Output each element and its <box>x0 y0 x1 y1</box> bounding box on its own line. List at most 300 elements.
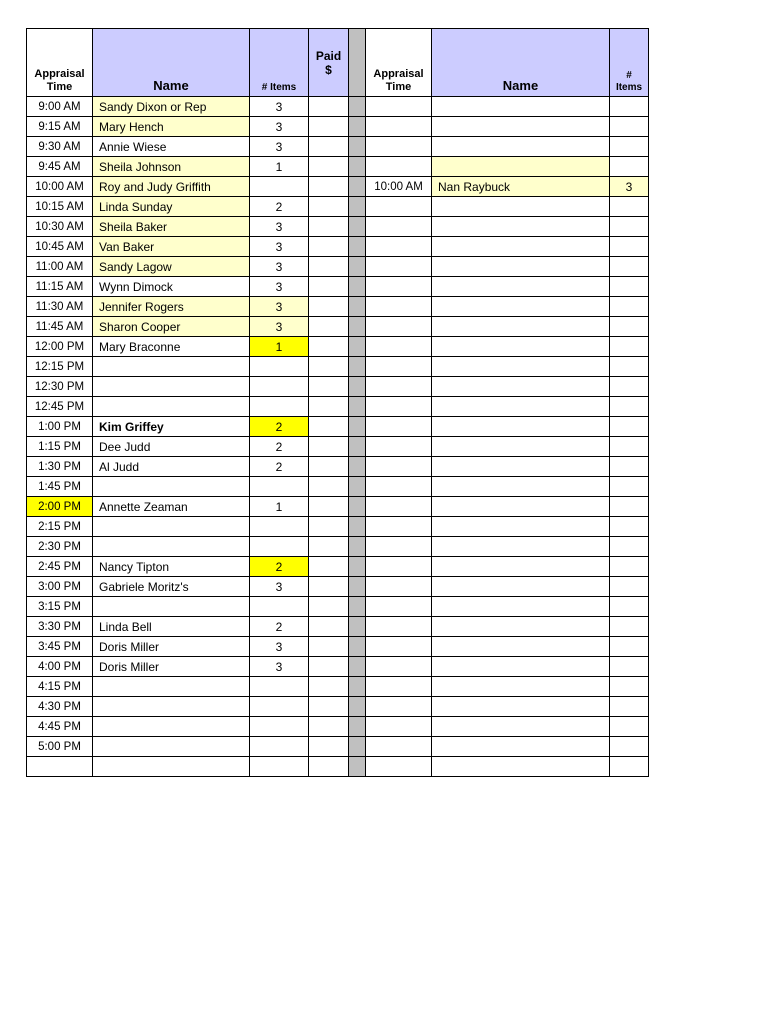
time-cell[interactable]: 9:45 AM <box>27 157 93 177</box>
header-name-2[interactable]: Name <box>432 29 610 97</box>
items-cell-2[interactable] <box>610 717 649 737</box>
time-cell[interactable]: 11:00 AM <box>27 257 93 277</box>
paid-cell[interactable] <box>309 617 349 637</box>
paid-cell[interactable] <box>309 357 349 377</box>
table-row <box>27 577 649 597</box>
name-cell-2[interactable] <box>432 657 610 677</box>
time-cell[interactable]: 9:00 AM <box>27 97 93 117</box>
name-cell[interactable] <box>93 477 250 497</box>
items-cell[interactable] <box>250 377 309 397</box>
items-cell-2[interactable] <box>610 237 649 257</box>
time-cell-2[interactable] <box>366 217 432 237</box>
column-separator[interactable] <box>349 29 366 97</box>
time-cell-2[interactable] <box>366 657 432 677</box>
items-cell[interactable]: 3 <box>250 97 309 117</box>
name-cell[interactable] <box>93 537 250 557</box>
table-row <box>27 517 649 537</box>
time-cell[interactable]: 12:00 PM <box>27 337 93 357</box>
time-cell[interactable]: 2:00 PM <box>27 497 93 517</box>
paid-cell[interactable] <box>309 717 349 737</box>
time-cell[interactable]: 2:15 PM <box>27 517 93 537</box>
time-cell[interactable]: 2:45 PM <box>27 557 93 577</box>
items-cell[interactable] <box>250 597 309 617</box>
time-cell-2[interactable] <box>366 397 432 417</box>
name-cell[interactable]: Sheila Johnson <box>93 157 250 177</box>
name-cell-2[interactable] <box>432 157 610 177</box>
name-cell-2[interactable] <box>432 457 610 477</box>
name-cell[interactable]: Sandy Lagow <box>93 257 250 277</box>
items-cell-2[interactable] <box>610 357 649 377</box>
items-cell[interactable]: 2 <box>250 197 309 217</box>
items-cell[interactable] <box>250 517 309 537</box>
time-cell[interactable]: 4:00 PM <box>27 657 93 677</box>
name-cell-2[interactable] <box>432 697 610 717</box>
paid-cell[interactable] <box>309 697 349 717</box>
items-cell-2[interactable] <box>610 457 649 477</box>
name-cell[interactable]: Sheila Baker <box>93 217 250 237</box>
name-cell-2[interactable] <box>432 217 610 237</box>
separator-cell[interactable] <box>349 97 366 117</box>
separator-cell[interactable] <box>349 357 366 377</box>
name-cell-2[interactable] <box>432 417 610 437</box>
separator-cell[interactable] <box>349 217 366 237</box>
time-cell[interactable]: 5:00 PM <box>27 737 93 757</box>
items-cell[interactable] <box>250 177 309 197</box>
separator-cell[interactable] <box>349 117 366 137</box>
name-cell[interactable]: Gabriele Moritz's <box>93 577 250 597</box>
separator-cell[interactable] <box>349 377 366 397</box>
header-paid[interactable]: Paid $ <box>309 29 349 97</box>
header-appraisal-time-2[interactable]: Appraisal Time <box>366 29 432 97</box>
name-cell[interactable]: Sharon Cooper <box>93 317 250 337</box>
name-cell[interactable]: Van Baker <box>93 237 250 257</box>
items-cell-2[interactable] <box>610 137 649 157</box>
time-cell-2[interactable] <box>366 337 432 357</box>
items-cell-2[interactable] <box>610 377 649 397</box>
time-cell-2[interactable] <box>366 477 432 497</box>
name-cell-2[interactable] <box>432 397 610 417</box>
paid-cell[interactable] <box>309 377 349 397</box>
name-cell[interactable]: Dee Judd <box>93 437 250 457</box>
paid-cell[interactable] <box>309 517 349 537</box>
items-cell[interactable]: 2 <box>250 417 309 437</box>
table-row <box>27 197 649 217</box>
header-appraisal-time[interactable]: Appraisal Time <box>27 29 93 97</box>
separator-cell[interactable] <box>349 177 366 197</box>
time-cell-2[interactable] <box>366 757 432 777</box>
separator-cell[interactable] <box>349 497 366 517</box>
time-cell[interactable]: 10:15 AM <box>27 197 93 217</box>
separator-cell[interactable] <box>349 577 366 597</box>
time-cell-2[interactable] <box>366 137 432 157</box>
items-cell-2[interactable] <box>610 117 649 137</box>
name-cell[interactable]: Annie Wiese <box>93 137 250 157</box>
separator-cell[interactable] <box>349 637 366 657</box>
items-cell-2[interactable] <box>610 397 649 417</box>
paid-cell[interactable] <box>309 257 349 277</box>
items-cell[interactable]: 3 <box>250 137 309 157</box>
name-cell-2[interactable] <box>432 297 610 317</box>
time-cell[interactable]: 1:15 PM <box>27 437 93 457</box>
items-cell-2[interactable] <box>610 617 649 637</box>
items-cell-2[interactable] <box>610 517 649 537</box>
items-cell-2[interactable] <box>610 477 649 497</box>
paid-cell[interactable] <box>309 457 349 477</box>
paid-cell[interactable] <box>309 297 349 317</box>
time-cell[interactable]: 3:00 PM <box>27 577 93 597</box>
items-cell[interactable]: 3 <box>250 237 309 257</box>
time-cell[interactable]: 3:45 PM <box>27 637 93 657</box>
name-cell-2[interactable] <box>432 497 610 517</box>
time-cell-2[interactable] <box>366 197 432 217</box>
items-cell[interactable]: 1 <box>250 157 309 177</box>
separator-cell[interactable] <box>349 297 366 317</box>
time-cell[interactable]: 9:30 AM <box>27 137 93 157</box>
items-cell-2[interactable] <box>610 157 649 177</box>
items-cell-2[interactable] <box>610 557 649 577</box>
table-row <box>27 237 649 257</box>
time-cell-2[interactable] <box>366 717 432 737</box>
name-cell[interactable]: Al Judd <box>93 457 250 477</box>
separator-cell[interactable] <box>349 617 366 637</box>
time-cell[interactable]: 10:00 AM <box>27 177 93 197</box>
time-cell[interactable] <box>27 757 93 777</box>
header-items[interactable]: # Items <box>250 29 309 97</box>
time-cell-2[interactable] <box>366 417 432 437</box>
table-row <box>27 637 649 657</box>
items-cell-2[interactable] <box>610 277 649 297</box>
paid-cell[interactable] <box>309 577 349 597</box>
separator-cell[interactable] <box>349 597 366 617</box>
name-cell[interactable] <box>93 717 250 737</box>
name-cell[interactable]: Sandy Dixon or Rep <box>93 97 250 117</box>
time-cell[interactable]: 1:00 PM <box>27 417 93 437</box>
items-cell[interactable]: 3 <box>250 257 309 277</box>
table-row <box>27 537 649 557</box>
time-cell[interactable]: 4:45 PM <box>27 717 93 737</box>
time-cell[interactable]: 1:45 PM <box>27 477 93 497</box>
name-cell-2[interactable] <box>432 277 610 297</box>
name-cell-2[interactable] <box>432 757 610 777</box>
table-row <box>27 757 649 777</box>
paid-cell[interactable] <box>309 237 349 257</box>
separator-cell[interactable] <box>349 277 366 297</box>
items-cell-2[interactable] <box>610 597 649 617</box>
items-cell[interactable]: 3 <box>250 317 309 337</box>
paid-cell[interactable] <box>309 337 349 357</box>
name-cell-2[interactable] <box>432 197 610 217</box>
table-row <box>27 177 649 197</box>
name-cell-2[interactable] <box>432 377 610 397</box>
paid-cell[interactable] <box>309 557 349 577</box>
time-cell-2[interactable] <box>366 537 432 557</box>
paid-cell[interactable] <box>309 657 349 677</box>
paid-cell[interactable] <box>309 637 349 657</box>
name-cell-2[interactable] <box>432 737 610 757</box>
separator-cell[interactable] <box>349 537 366 557</box>
separator-cell[interactable] <box>349 717 366 737</box>
name-cell-2[interactable] <box>432 517 610 537</box>
separator-cell[interactable] <box>349 457 366 477</box>
name-cell[interactable] <box>93 397 250 417</box>
table-row <box>27 277 649 297</box>
name-cell-2[interactable] <box>432 577 610 597</box>
paid-cell[interactable] <box>309 477 349 497</box>
name-cell[interactable]: Annette Zeaman <box>93 497 250 517</box>
time-cell[interactable]: 3:15 PM <box>27 597 93 617</box>
separator-cell[interactable] <box>349 557 366 577</box>
separator-cell[interactable] <box>349 257 366 277</box>
time-cell[interactable]: 2:30 PM <box>27 537 93 557</box>
items-cell[interactable] <box>250 677 309 697</box>
separator-cell[interactable] <box>349 517 366 537</box>
separator-cell[interactable] <box>349 437 366 457</box>
paid-cell[interactable] <box>309 437 349 457</box>
name-cell-2[interactable] <box>432 237 610 257</box>
time-cell-2[interactable] <box>366 677 432 697</box>
separator-cell[interactable] <box>349 397 366 417</box>
separator-cell[interactable] <box>349 157 366 177</box>
name-cell-2[interactable] <box>432 97 610 117</box>
name-cell[interactable]: Linda Bell <box>93 617 250 637</box>
items-cell[interactable] <box>250 697 309 717</box>
time-cell-2[interactable] <box>366 237 432 257</box>
name-cell[interactable] <box>93 697 250 717</box>
name-cell[interactable]: Kim Griffey <box>93 417 250 437</box>
time-cell-2[interactable] <box>366 297 432 317</box>
paid-cell[interactable] <box>309 217 349 237</box>
paid-cell[interactable] <box>309 737 349 757</box>
time-cell[interactable]: 4:30 PM <box>27 697 93 717</box>
time-cell-2[interactable] <box>366 557 432 577</box>
items-cell-2[interactable] <box>610 737 649 757</box>
items-cell[interactable]: 1 <box>250 497 309 517</box>
items-cell[interactable] <box>250 477 309 497</box>
time-cell-2[interactable] <box>366 377 432 397</box>
name-cell-2[interactable] <box>432 597 610 617</box>
items-cell[interactable]: 2 <box>250 437 309 457</box>
name-cell-2[interactable] <box>432 137 610 157</box>
items-cell-2[interactable] <box>610 577 649 597</box>
name-cell[interactable]: Nancy Tipton <box>93 557 250 577</box>
paid-cell[interactable] <box>309 417 349 437</box>
time-cell-2[interactable] <box>366 597 432 617</box>
items-cell[interactable]: 3 <box>250 117 309 137</box>
items-cell[interactable] <box>250 397 309 417</box>
paid-cell[interactable] <box>309 317 349 337</box>
table-row <box>27 597 649 617</box>
items-cell[interactable]: 3 <box>250 637 309 657</box>
time-cell[interactable]: 11:15 AM <box>27 277 93 297</box>
name-cell[interactable] <box>93 517 250 537</box>
name-cell[interactable]: Jennifer Rogers <box>93 297 250 317</box>
items-cell-2[interactable] <box>610 497 649 517</box>
name-cell-2[interactable] <box>432 337 610 357</box>
items-cell-2[interactable] <box>610 417 649 437</box>
paid-cell[interactable] <box>309 397 349 417</box>
items-cell[interactable]: 2 <box>250 557 309 577</box>
items-cell-2[interactable] <box>610 757 649 777</box>
items-cell[interactable] <box>250 717 309 737</box>
name-cell-2[interactable] <box>432 557 610 577</box>
items-cell-2[interactable] <box>610 97 649 117</box>
items-cell-2[interactable] <box>610 297 649 317</box>
name-cell-2[interactable] <box>432 637 610 657</box>
items-cell-2[interactable] <box>610 697 649 717</box>
items-cell[interactable] <box>250 357 309 377</box>
time-cell[interactable]: 1:30 PM <box>27 457 93 477</box>
schedule-rows <box>27 97 649 777</box>
table-row <box>27 437 649 457</box>
paid-cell[interactable] <box>309 597 349 617</box>
paid-cell[interactable] <box>309 537 349 557</box>
separator-cell[interactable] <box>349 197 366 217</box>
items-cell-2[interactable] <box>610 197 649 217</box>
table-row <box>27 457 649 477</box>
items-cell[interactable]: 3 <box>250 577 309 597</box>
name-cell-2[interactable] <box>432 677 610 697</box>
name-cell[interactable]: Wynn Dimock <box>93 277 250 297</box>
time-cell[interactable]: 12:45 PM <box>27 397 93 417</box>
time-cell-2[interactable]: 10:00 AM <box>366 177 432 197</box>
items-cell[interactable]: 3 <box>250 217 309 237</box>
separator-cell[interactable] <box>349 237 366 257</box>
time-cell-2[interactable] <box>366 697 432 717</box>
time-cell-2[interactable] <box>366 517 432 537</box>
separator-cell[interactable] <box>349 657 366 677</box>
items-cell[interactable]: 1 <box>250 337 309 357</box>
separator-cell[interactable] <box>349 317 366 337</box>
time-cell-2[interactable] <box>366 637 432 657</box>
time-cell[interactable]: 11:30 AM <box>27 297 93 317</box>
time-cell[interactable]: 11:45 AM <box>27 317 93 337</box>
name-cell-2[interactable] <box>432 357 610 377</box>
items-cell-2[interactable] <box>610 437 649 457</box>
time-cell-2[interactable] <box>366 617 432 637</box>
items-cell-2[interactable] <box>610 337 649 357</box>
time-cell-2[interactable] <box>366 737 432 757</box>
name-cell-2[interactable] <box>432 437 610 457</box>
time-cell-2[interactable] <box>366 437 432 457</box>
paid-cell[interactable] <box>309 757 349 777</box>
name-cell[interactable] <box>93 377 250 397</box>
time-cell-2[interactable] <box>366 357 432 377</box>
items-cell[interactable]: 3 <box>250 297 309 317</box>
items-cell-2[interactable] <box>610 637 649 657</box>
table-row <box>27 697 649 717</box>
time-cell-2[interactable] <box>366 257 432 277</box>
name-cell-2[interactable] <box>432 717 610 737</box>
time-cell[interactable]: 4:15 PM <box>27 677 93 697</box>
items-cell[interactable]: 3 <box>250 277 309 297</box>
separator-cell[interactable] <box>349 677 366 697</box>
separator-cell[interactable] <box>349 477 366 497</box>
items-cell[interactable] <box>250 737 309 757</box>
time-cell-2[interactable] <box>366 577 432 597</box>
paid-cell[interactable] <box>309 497 349 517</box>
items-cell[interactable]: 3 <box>250 657 309 677</box>
table-row <box>27 617 649 637</box>
name-cell[interactable]: Roy and Judy Griffith <box>93 177 250 197</box>
paid-cell[interactable] <box>309 137 349 157</box>
paid-cell[interactable] <box>309 157 349 177</box>
name-cell[interactable]: Doris Miller <box>93 657 250 677</box>
time-cell-2[interactable] <box>366 317 432 337</box>
time-cell[interactable]: 10:45 AM <box>27 237 93 257</box>
table-row <box>27 717 649 737</box>
items-cell[interactable]: 2 <box>250 457 309 477</box>
time-cell-2[interactable] <box>366 497 432 517</box>
time-cell[interactable]: 12:30 PM <box>27 377 93 397</box>
header-items-2[interactable]: # Items <box>610 29 649 97</box>
name-cell[interactable]: Doris Miller <box>93 637 250 657</box>
name-cell-2[interactable] <box>432 257 610 277</box>
items-cell-2[interactable] <box>610 677 649 697</box>
name-cell-2[interactable] <box>432 537 610 557</box>
time-cell[interactable]: 12:15 PM <box>27 357 93 377</box>
separator-cell[interactable] <box>349 337 366 357</box>
name-cell[interactable]: Mary Braconne <box>93 337 250 357</box>
table-row <box>27 137 649 157</box>
paid-cell[interactable] <box>309 97 349 117</box>
items-cell-2[interactable] <box>610 317 649 337</box>
name-cell[interactable] <box>93 357 250 377</box>
name-cell[interactable] <box>93 757 250 777</box>
items-cell-2[interactable] <box>610 537 649 557</box>
name-cell[interactable] <box>93 597 250 617</box>
paid-cell[interactable] <box>309 177 349 197</box>
table-row <box>27 557 649 577</box>
table-row <box>27 317 649 337</box>
name-cell[interactable]: Linda Sunday <box>93 197 250 217</box>
items-cell[interactable] <box>250 757 309 777</box>
items-cell[interactable] <box>250 537 309 557</box>
name-cell[interactable] <box>93 677 250 697</box>
time-cell-2[interactable] <box>366 457 432 477</box>
paid-cell[interactable] <box>309 677 349 697</box>
items-cell[interactable]: 2 <box>250 617 309 637</box>
paid-cell[interactable] <box>309 277 349 297</box>
name-cell[interactable] <box>93 737 250 757</box>
items-cell-2[interactable]: 3 <box>610 177 649 197</box>
separator-cell[interactable] <box>349 757 366 777</box>
separator-cell[interactable] <box>349 737 366 757</box>
name-cell-2[interactable]: Nan Raybuck <box>432 177 610 197</box>
paid-cell[interactable] <box>309 197 349 217</box>
table-row <box>27 397 649 417</box>
paid-cell[interactable] <box>309 117 349 137</box>
name-cell-2[interactable] <box>432 317 610 337</box>
time-cell[interactable]: 9:15 AM <box>27 117 93 137</box>
time-cell-2[interactable] <box>366 117 432 137</box>
items-cell-2[interactable] <box>610 657 649 677</box>
name-cell-2[interactable] <box>432 477 610 497</box>
time-cell-2[interactable] <box>366 97 432 117</box>
time-cell-2[interactable] <box>366 277 432 297</box>
items-cell-2[interactable] <box>610 217 649 237</box>
time-cell[interactable]: 10:30 AM <box>27 217 93 237</box>
time-cell[interactable]: 3:30 PM <box>27 617 93 637</box>
time-cell-2[interactable] <box>366 157 432 177</box>
name-cell-2[interactable] <box>432 117 610 137</box>
items-cell-2[interactable] <box>610 257 649 277</box>
name-cell-2[interactable] <box>432 617 610 637</box>
header-name[interactable]: Name <box>93 29 250 97</box>
separator-cell[interactable] <box>349 697 366 717</box>
name-cell[interactable]: Mary Hench <box>93 117 250 137</box>
separator-cell[interactable] <box>349 417 366 437</box>
separator-cell[interactable] <box>349 137 366 157</box>
